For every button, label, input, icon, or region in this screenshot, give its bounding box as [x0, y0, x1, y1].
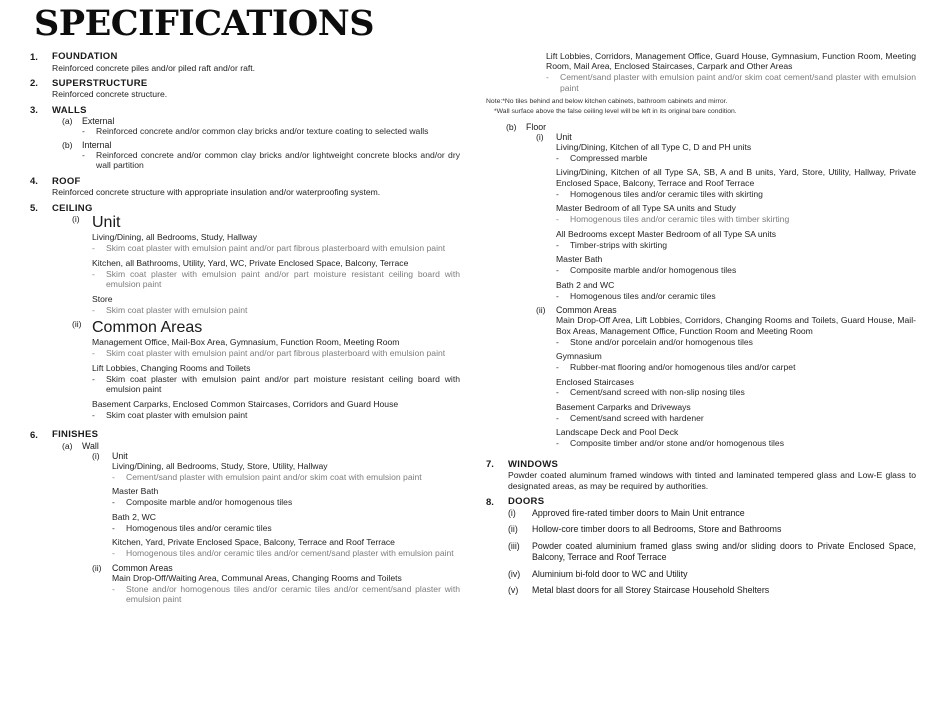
- list-item-text: Homogenous tiles and/or ceramic tiles: [570, 290, 716, 301]
- list-item-text: Compressed marble: [570, 152, 648, 163]
- spec-group-heading: Living/Dining, all Bedrooms, Study, Store, Utility, Hallway: [112, 460, 328, 471]
- spec-group: [556, 229, 916, 250]
- spec-group-heading: Living/Dining, all Bedrooms, Study, Hallway: [92, 232, 258, 243]
- subsection-marker: (i): [72, 214, 80, 225]
- dash-marker: -: [556, 387, 559, 398]
- section-number: 7.: [486, 459, 494, 471]
- list-item-text: Reinforced concrete and/or common clay bricks and/or lightweight concrete blocks and/or dry wall partition: [96, 149, 460, 171]
- list-item: [92, 305, 460, 315]
- section-paragraph: Reinforced concrete structure with appropriate insulation and/or waterproofing system.: [52, 187, 381, 198]
- dash-marker: -: [112, 471, 115, 482]
- spec-group: [92, 232, 460, 253]
- subsection-marker: (a): [62, 116, 73, 127]
- spec-group: [92, 258, 460, 290]
- right-column: [486, 51, 916, 603]
- list-item-text: Cement/sand screed with non-slip nosing tiles: [570, 387, 745, 398]
- list-item: [92, 410, 460, 420]
- subsection-label: Common Areas: [92, 319, 203, 337]
- section-ceiling: [30, 203, 460, 424]
- list-item: [556, 265, 916, 275]
- spec-group: [556, 427, 916, 448]
- list-item: [556, 438, 916, 448]
- dash-marker: -: [556, 214, 559, 225]
- list-item-text: Skim coat plaster with emulsion paint and/or part fibrous plasterboard with emulsion paint: [106, 348, 446, 359]
- list-item-text: Metal blast doors for all Storey Staircase Household Shelters: [532, 584, 770, 595]
- list-item: [508, 524, 916, 535]
- section-title: ROOF: [52, 175, 81, 187]
- list-item: [508, 508, 916, 519]
- dash-marker: -: [556, 336, 559, 347]
- spec-group-heading: Living/Dining, Kitchen of all Type C, D and PH units: [556, 141, 752, 152]
- list-item-marker: (iii): [508, 540, 520, 551]
- spec-group-continued: [546, 51, 916, 93]
- spec-group-heading: Landscape Deck and Pool Deck: [556, 427, 679, 438]
- spec-group: [556, 377, 916, 398]
- dash-marker: -: [556, 412, 559, 423]
- list-item: [112, 523, 460, 533]
- subsection-label: Floor: [526, 121, 547, 132]
- section-finishes: [30, 429, 460, 608]
- list-item: [92, 374, 460, 395]
- section-number: 8.: [486, 496, 494, 508]
- dash-marker: -: [556, 438, 559, 449]
- subsection-wall-unit: [92, 451, 460, 563]
- spec-group: [556, 402, 916, 423]
- list-item-text: Reinforced concrete and/or common clay bricks and/or texture coating to selected walls: [96, 126, 429, 137]
- subsection-label: Common Areas: [556, 305, 617, 316]
- list-item-text: Skim coat plaster with emulsion paint: [106, 304, 248, 315]
- subsection-internal: [62, 140, 460, 171]
- list-item-marker: (iv): [508, 568, 521, 579]
- subsection-label: Internal: [82, 139, 112, 150]
- list-item-text: Composite marble and/or homogenous tiles: [570, 265, 737, 276]
- list-item-text: Skim coat plaster with emulsion paint and/or part fibrous plasterboard with emulsion paint: [106, 243, 446, 254]
- dash-marker: -: [82, 149, 85, 160]
- list-item: [546, 72, 916, 93]
- spec-group-heading: Lift Lobbies, Changing Rooms and Toilets: [92, 362, 251, 373]
- spec-group-heading: Living/Dining, Kitchen of all Type SA, SB, A and B units, Yard, Store, Utility, Hallway, Private Enclosed Space, Balcony, Terrace and Roof Terrace: [556, 167, 916, 188]
- subsection-marker: (ii): [72, 319, 82, 330]
- dash-marker: -: [92, 409, 95, 420]
- list-item-marker: (i): [508, 507, 516, 518]
- dash-marker: -: [556, 362, 559, 373]
- section-doors: [486, 496, 916, 601]
- spec-group-heading: Kitchen, Yard, Private Enclosed Space, Balcony, Terrace and Roof Terrace: [112, 537, 395, 548]
- dash-marker: -: [556, 188, 559, 199]
- list-item: [112, 548, 460, 558]
- section-title: SUPERSTRUCTURE: [52, 77, 148, 89]
- list-item: [112, 472, 460, 482]
- spec-group: [556, 167, 916, 199]
- spec-group: [112, 512, 460, 533]
- list-item-marker: (ii): [508, 524, 518, 535]
- dash-marker: -: [556, 239, 559, 250]
- list-item: [556, 214, 916, 224]
- section-windows: [486, 459, 916, 494]
- section-number: 6.: [30, 429, 38, 441]
- subsection-label: Unit: [556, 131, 572, 142]
- subsection-marker: (ii): [92, 562, 102, 573]
- spec-group-heading: Kitchen, all Bathrooms, Utility, Yard, WC, Private Enclosed Space, Balcony, Terrace: [92, 257, 409, 268]
- list-item: [112, 497, 460, 507]
- dash-marker: -: [92, 243, 95, 254]
- list-item-text: Homogenous tiles and/or ceramic tiles and/or cement/sand plaster with emulsion paint: [126, 548, 454, 559]
- spec-group-heading: Gymnasium: [556, 351, 602, 362]
- spec-group: [556, 280, 916, 301]
- list-item: [556, 153, 916, 163]
- list-item-text: Hollow-core timber doors to all Bedrooms, Store and Bathrooms: [532, 524, 782, 535]
- subsection-wall-common-areas: [92, 563, 460, 609]
- section-number: 2.: [30, 78, 38, 90]
- spec-group-heading: Master Bath: [112, 486, 159, 497]
- dash-marker: -: [82, 126, 85, 137]
- list-item: [556, 291, 916, 301]
- list-item-text: Rubber-mat flooring and/or homogenous tiles and/or carpet: [570, 362, 796, 373]
- list-item-text: Skim coat plaster with emulsion paint: [106, 409, 248, 420]
- footnote: [486, 97, 916, 115]
- section-title: CEILING: [52, 202, 93, 214]
- list-item-text: Cement/sand plaster with emulsion paint and/or skim coat with emulsion paint: [126, 471, 422, 482]
- section-title: WINDOWS: [508, 458, 559, 470]
- spec-group: [556, 351, 916, 372]
- dash-marker: -: [92, 348, 95, 359]
- section-paragraph: Reinforced concrete structure.: [52, 89, 168, 100]
- dash-marker: -: [556, 152, 559, 163]
- section-number: 3.: [30, 105, 38, 117]
- spec-group: [92, 337, 460, 358]
- list-item-text: Composite timber and/or stone and/or homogenous tiles: [570, 438, 785, 449]
- subsection-finishes-wall: [62, 441, 460, 609]
- section-number: 5.: [30, 203, 38, 215]
- spec-group: [556, 254, 916, 275]
- list-item: [556, 387, 916, 397]
- left-column: [30, 51, 460, 611]
- subsection-floor-common-areas: [536, 305, 916, 453]
- list-item: [92, 243, 460, 253]
- footnote-line-1: Note:*No tiles behind and below kitchen cabinets, bathroom cabinets and mirror.: [486, 98, 728, 106]
- subsection-label: Unit: [92, 214, 121, 232]
- page-title: SPECIFICATIONS: [34, 3, 374, 44]
- list-item: [112, 584, 460, 605]
- dash-marker: -: [92, 373, 95, 384]
- dash-marker: -: [112, 497, 115, 508]
- subsection-floor: [506, 122, 916, 453]
- subsection-ceiling-unit: [72, 214, 460, 319]
- list-item: [556, 189, 916, 199]
- list-item-text: Stone and/or homogenous tiles and/or ceramic tiles and/or cement/sand plaster with emulsion paint: [126, 583, 460, 605]
- spec-group-heading: Enclosed Staircases: [556, 376, 634, 387]
- spec-group: [112, 573, 460, 605]
- dash-marker: -: [112, 548, 115, 559]
- section-superstructure: [30, 78, 460, 103]
- subsection-label: Unit: [112, 450, 128, 461]
- list-item-text: Composite marble and/or homogenous tiles: [126, 497, 293, 508]
- list-item: [556, 362, 916, 372]
- section-paragraph: Powder coated aluminum framed windows with tinted and laminated tempered glass and Low-E glass to designated areas, as may be required by authorities.: [508, 470, 916, 491]
- subsection-label: Wall: [82, 440, 99, 451]
- subsection-label: Common Areas: [112, 562, 173, 573]
- section-roof: [30, 176, 460, 201]
- list-item: [556, 337, 916, 347]
- dash-marker: -: [112, 522, 115, 533]
- list-item-text: Powder coated aluminium framed glass swing and/or sliding doors to Private Enclosed Space, Balcony, Terrace and Roof Terrace: [532, 540, 916, 563]
- list-item: [82, 126, 460, 136]
- dash-marker: -: [556, 290, 559, 301]
- spec-group: [556, 315, 916, 347]
- list-item: [82, 150, 460, 171]
- section-title: DOORS: [508, 496, 545, 508]
- list-item-text: Timber-strips with skirting: [570, 239, 668, 250]
- spec-group: [112, 486, 460, 507]
- section-paragraph: Reinforced concrete piles and/or piled raft and/or raft.: [52, 62, 256, 73]
- list-item-text: Cement/sand screed with hardener: [570, 412, 704, 423]
- list-item-text: Homogenous tiles and/or ceramic tiles with skirting: [570, 188, 763, 199]
- section-number: 1.: [30, 51, 38, 63]
- spec-group: [92, 363, 460, 395]
- spec-group: [112, 537, 460, 558]
- subsection-marker: (b): [506, 121, 517, 132]
- dash-marker: -: [92, 304, 95, 315]
- spec-group: [556, 142, 916, 163]
- spec-group-heading: Master Bath: [556, 254, 603, 265]
- list-item-text: Aluminium bi-fold door to WC and Utility: [532, 568, 688, 579]
- spec-group: [92, 399, 460, 420]
- list-item: [508, 541, 916, 564]
- list-item-text: Approved fire-rated timber doors to Main Unit entrance: [532, 507, 745, 518]
- spec-group-heading: Main Drop-Off Area, Lift Lobbies, Corridors, Changing Rooms and Toilets, Guard House, Mail-Box Areas, Management Office, Function Room and Meeting Room: [556, 315, 916, 336]
- spec-group: [92, 294, 460, 315]
- spec-group-heading: Bath 2, WC: [112, 511, 156, 522]
- section-walls: [30, 105, 460, 171]
- subsection-marker: (i): [536, 131, 544, 142]
- list-item: [556, 413, 916, 423]
- list-item: [556, 240, 916, 250]
- list-item-text: Skim coat plaster with emulsion paint and/or part moisture resistant ceiling board with emulsion paint: [106, 373, 460, 395]
- section-title: FINISHES: [52, 429, 99, 441]
- two-column-layout: [30, 51, 921, 611]
- list-item-text: Skim coat plaster with emulsion paint and/or part moisture resistant ceiling board with emulsion paint: [106, 268, 460, 290]
- spec-group-heading: Bath 2 and WC: [556, 279, 615, 290]
- spec-group-heading: Master Bedroom of all Type SA units and Study: [556, 203, 736, 214]
- spec-group-heading: Management Office, Mail-Box Area, Gymnasium, Function Room, Meeting Room: [92, 337, 400, 348]
- subsection-external: [62, 116, 460, 136]
- footnote-line-2: *Wall surface above the false ceiling level will be left in its original bare condition.: [494, 107, 737, 115]
- list-item: [92, 269, 460, 290]
- section-number: 4.: [30, 176, 38, 188]
- list-item-text: Cement/sand plaster with emulsion paint and/or skim coat cement/sand plaster with emulsion paint: [560, 72, 916, 93]
- subsection-marker: (i): [92, 450, 100, 461]
- list-item: [92, 348, 460, 358]
- list-item: [508, 569, 916, 580]
- spec-group-heading: Lift Lobbies, Corridors, Management Office, Guard House, Gymnasium, Function Room, Meeting Room, Mail Area, Enclosed Staircases, Carpark and Other Areas: [546, 51, 916, 72]
- spec-group-heading: Store: [92, 293, 113, 304]
- subsection-marker: (ii): [536, 305, 546, 316]
- spec-group: [112, 461, 460, 482]
- section-title: WALLS: [52, 104, 87, 116]
- subsection-label: External: [82, 116, 115, 127]
- spec-group-heading: Basement Carparks, Enclosed Common Staircases, Corridors and Guard House: [92, 398, 399, 409]
- spec-group: [556, 203, 916, 224]
- spec-group-heading: All Bedrooms except Master Bedroom of all Type SA units: [556, 228, 777, 239]
- list-item-text: Stone and/or porcelain and/or homogenous tiles: [570, 336, 753, 347]
- subsection-floor-unit: [536, 132, 916, 305]
- dash-marker: -: [556, 265, 559, 276]
- subsection-marker: (b): [62, 139, 73, 150]
- section-title: FOUNDATION: [52, 51, 118, 62]
- list-item: [508, 585, 916, 596]
- dash-marker: -: [112, 583, 115, 594]
- list-item-text: Homogenous tiles and/or ceramic tiles: [126, 522, 272, 533]
- list-item-text: Homogenous tiles and/or ceramic tiles with timber skirting: [570, 214, 790, 225]
- list-item-marker: (v): [508, 584, 519, 595]
- spec-group-heading: Basement Carparks and Driveways: [556, 401, 691, 412]
- subsection-marker: (a): [62, 440, 73, 451]
- subsection-ceiling-common-areas: [72, 319, 460, 424]
- dash-marker: -: [546, 72, 549, 83]
- spec-group-heading: Main Drop-Off/Waiting Area, Communal Areas, Changing Rooms and Toilets: [112, 572, 402, 583]
- dash-marker: -: [92, 268, 95, 279]
- section-foundation: [30, 51, 460, 76]
